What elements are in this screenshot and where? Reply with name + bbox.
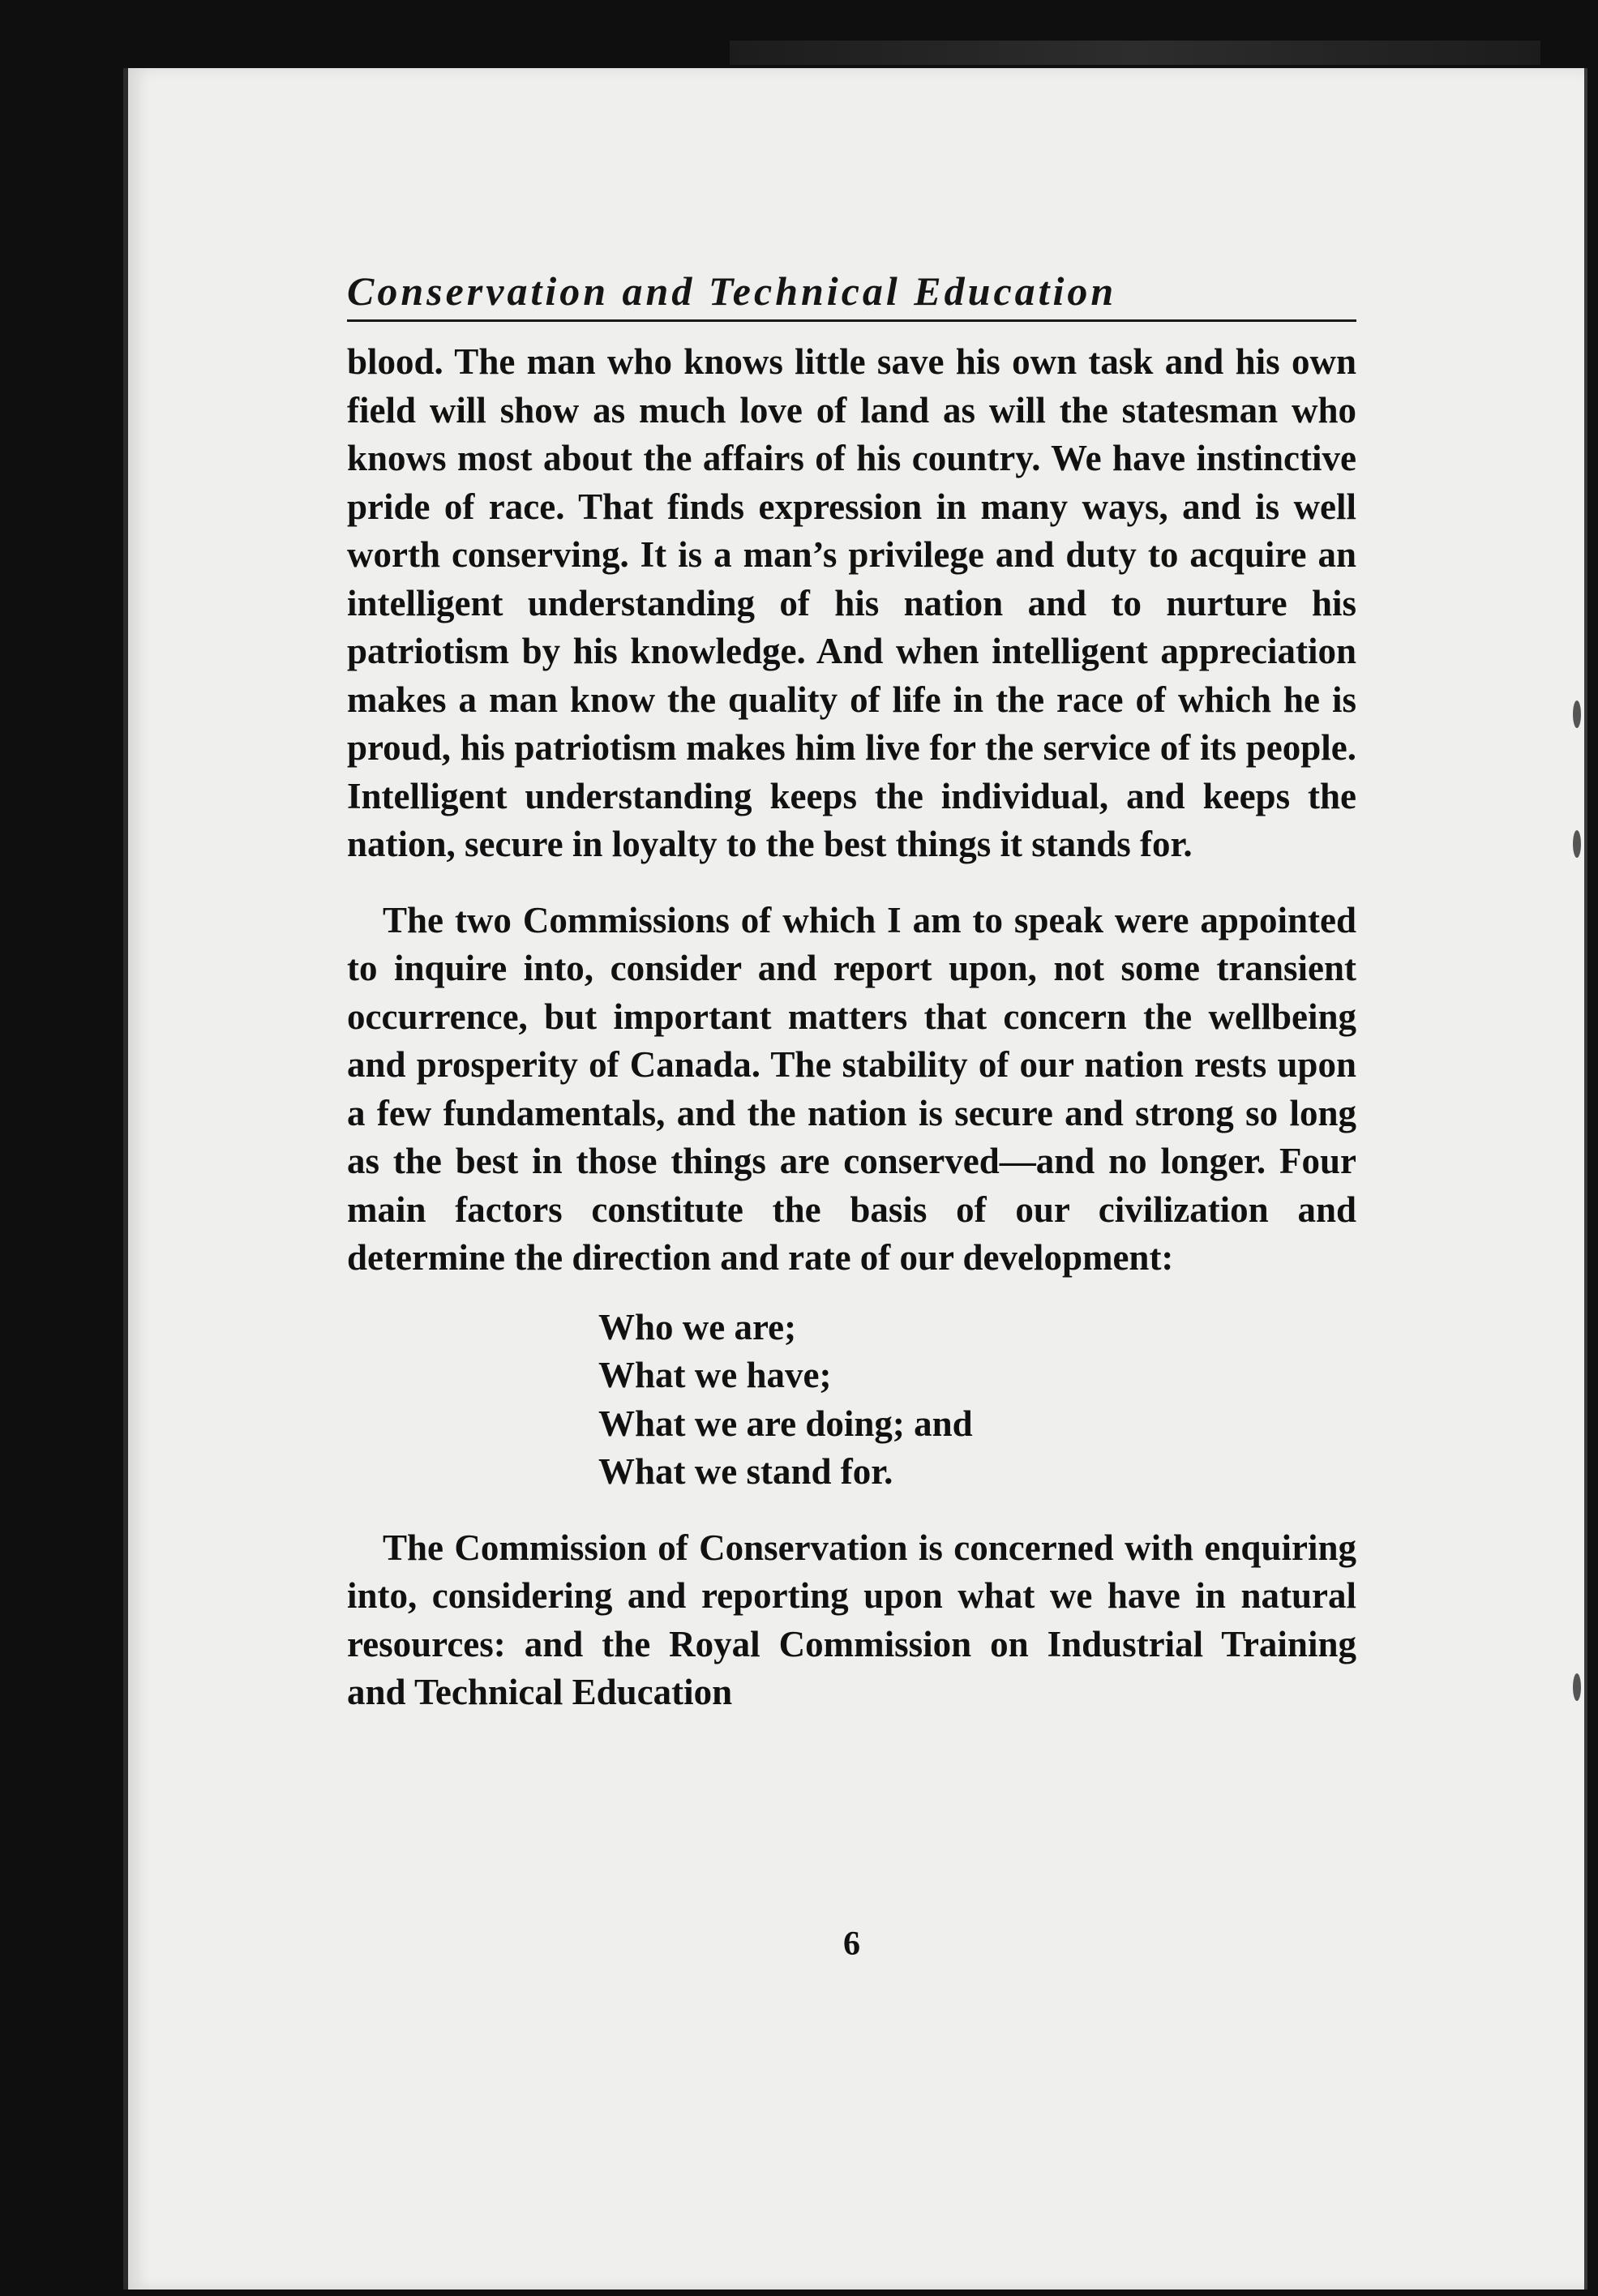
factor-item: What we have;: [598, 1355, 832, 1395]
paragraph-3: The Commission of Conservation is concerned with enquiring into, considering and reporting upon what we have in natural resources: and the Royal Commission on Industrial Training and Technical Education: [347, 1527, 1356, 1712]
margin-mark: [1573, 1673, 1581, 1701]
factor-item: What we are doing; and: [598, 1403, 973, 1444]
page-number: 6: [843, 1925, 860, 1963]
page-content: [347, 268, 1356, 1745]
factor-item: What we stand for.: [598, 1451, 893, 1492]
page-edge: [1584, 68, 1587, 2290]
factors-list: [347, 1304, 1356, 1497]
margin-mark: [1573, 830, 1581, 858]
scan-top-shadow: [730, 41, 1540, 65]
paragraph-2: The two Commissions of which I am to speak were appointed to inquire into, consider and report upon, not some transient occurrence, but important matters that concern the wellbeing and prosperity of Canada. The stability of our nation rests upon a few fundamentals, and the nation is secure and strong so long as the best in those things are conserved—and no longer. Four main factors constitute the basis of our civilization and determine the direction and rate of our development:: [347, 899, 1356, 1278]
factor-item: Who we are;: [598, 1306, 797, 1347]
book-page: [123, 68, 1587, 2290]
running-head: Conservation and Technical Education: [347, 271, 1356, 322]
paragraph-1: blood. The man who knows little save his own task and his own field will show as much love of land as will the statesman who knows most about the affairs of his country. We have instinctive pride of race. That finds expression in many ways, and is well worth conserving. It is a man’s privilege and duty to acquire an intelligent understanding of his nation and to nurture his patriotism by his knowledge. And when intelligent appreciation makes a man know the quality of life in the race of which he is proud, his patriotism makes him live for the service of its people. Intelligent understanding keeps the individual, and keeps the nation, secure in loyalty to the best things it stands for.: [347, 341, 1356, 864]
margin-mark: [1573, 700, 1581, 728]
